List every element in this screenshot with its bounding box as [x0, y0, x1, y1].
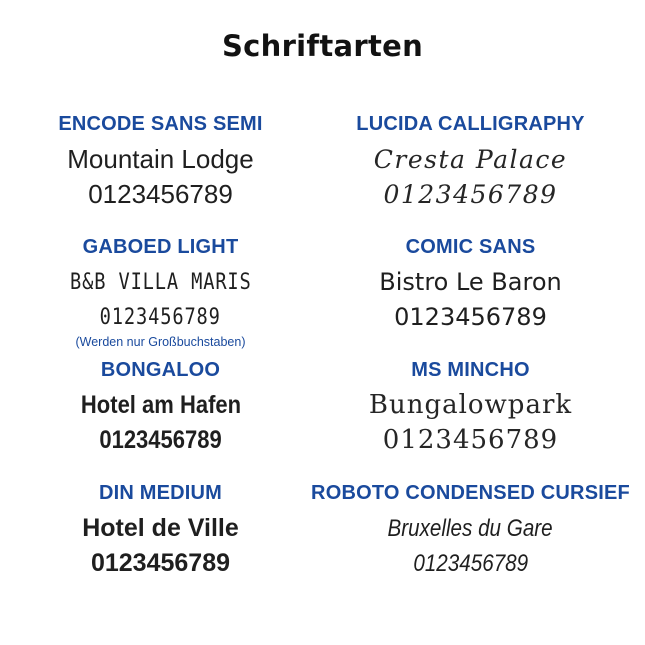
font-sample-digits: 0123456789: [382, 425, 559, 455]
font-name-heading: ROBOTO CONDENSED CURSIEF: [311, 482, 630, 504]
page-title: Schriftarten: [221, 29, 424, 63]
font-sample-digits: [303, 547, 638, 580]
font-sample-text: Cresta Palace: [373, 145, 568, 174]
font-sample-digits-inner: 0123456789: [99, 305, 222, 330]
font-sample-text: [18, 266, 303, 299]
font-specimen-bongaloo: [18, 358, 303, 481]
font-sample-digits: 0123456789: [88, 179, 233, 209]
font-specimen-grid: [18, 112, 635, 604]
font-sample-text: Hotel de Ville: [82, 514, 239, 542]
font-specimen-comic-sans: [303, 235, 638, 358]
font-name-heading: LUCIDA CALLIGRAPHY: [356, 113, 585, 135]
font-specimen-encode-sans-semi: [18, 112, 303, 235]
font-sample-digits: 0123456789: [90, 549, 231, 577]
font-sample-digits-inner: 0123456789: [99, 426, 222, 454]
font-note: (Werden nur Großbuchstaben): [75, 335, 246, 349]
font-sample-digits: [18, 424, 303, 457]
font-sample-text-inner: Bruxelles du Gare: [387, 515, 554, 542]
font-name-heading: DIN MEDIUM: [98, 482, 223, 504]
font-sample-digits-inner: 0123456789: [413, 550, 528, 577]
font-specimen-gaboed-light: [18, 235, 303, 358]
font-sample-text: [18, 389, 303, 422]
font-name-heading: COMIC SANS: [405, 236, 536, 258]
font-sample-text: Bungalowpark: [368, 390, 573, 420]
font-sample-text: [303, 512, 638, 545]
font-name-heading: ENCODE SANS SEMI: [58, 113, 263, 135]
font-sample-text-inner: Hotel am Hafen: [80, 391, 241, 419]
font-sample-text-inner: B&B VILLA MARIS: [69, 270, 252, 295]
font-sample-text: Mountain Lodge: [67, 144, 254, 174]
font-sample-digits: [18, 301, 303, 334]
font-specimen-din-medium: [18, 481, 303, 604]
font-name-heading: BONGALOO: [100, 359, 221, 381]
font-specimen-lucida-calligraphy: [303, 112, 638, 235]
font-name-heading: MS MINCHO: [411, 359, 530, 381]
font-sample-text: Bistro Le Baron: [379, 268, 562, 296]
font-sample-digits: 0123456789: [383, 180, 558, 209]
font-name-heading: GABOED LIGHT: [82, 236, 239, 258]
font-sample-digits: 0123456789: [394, 303, 547, 331]
font-specimen-ms-mincho: [303, 358, 638, 481]
font-specimen-roboto-condensed-cursief: [303, 481, 638, 604]
